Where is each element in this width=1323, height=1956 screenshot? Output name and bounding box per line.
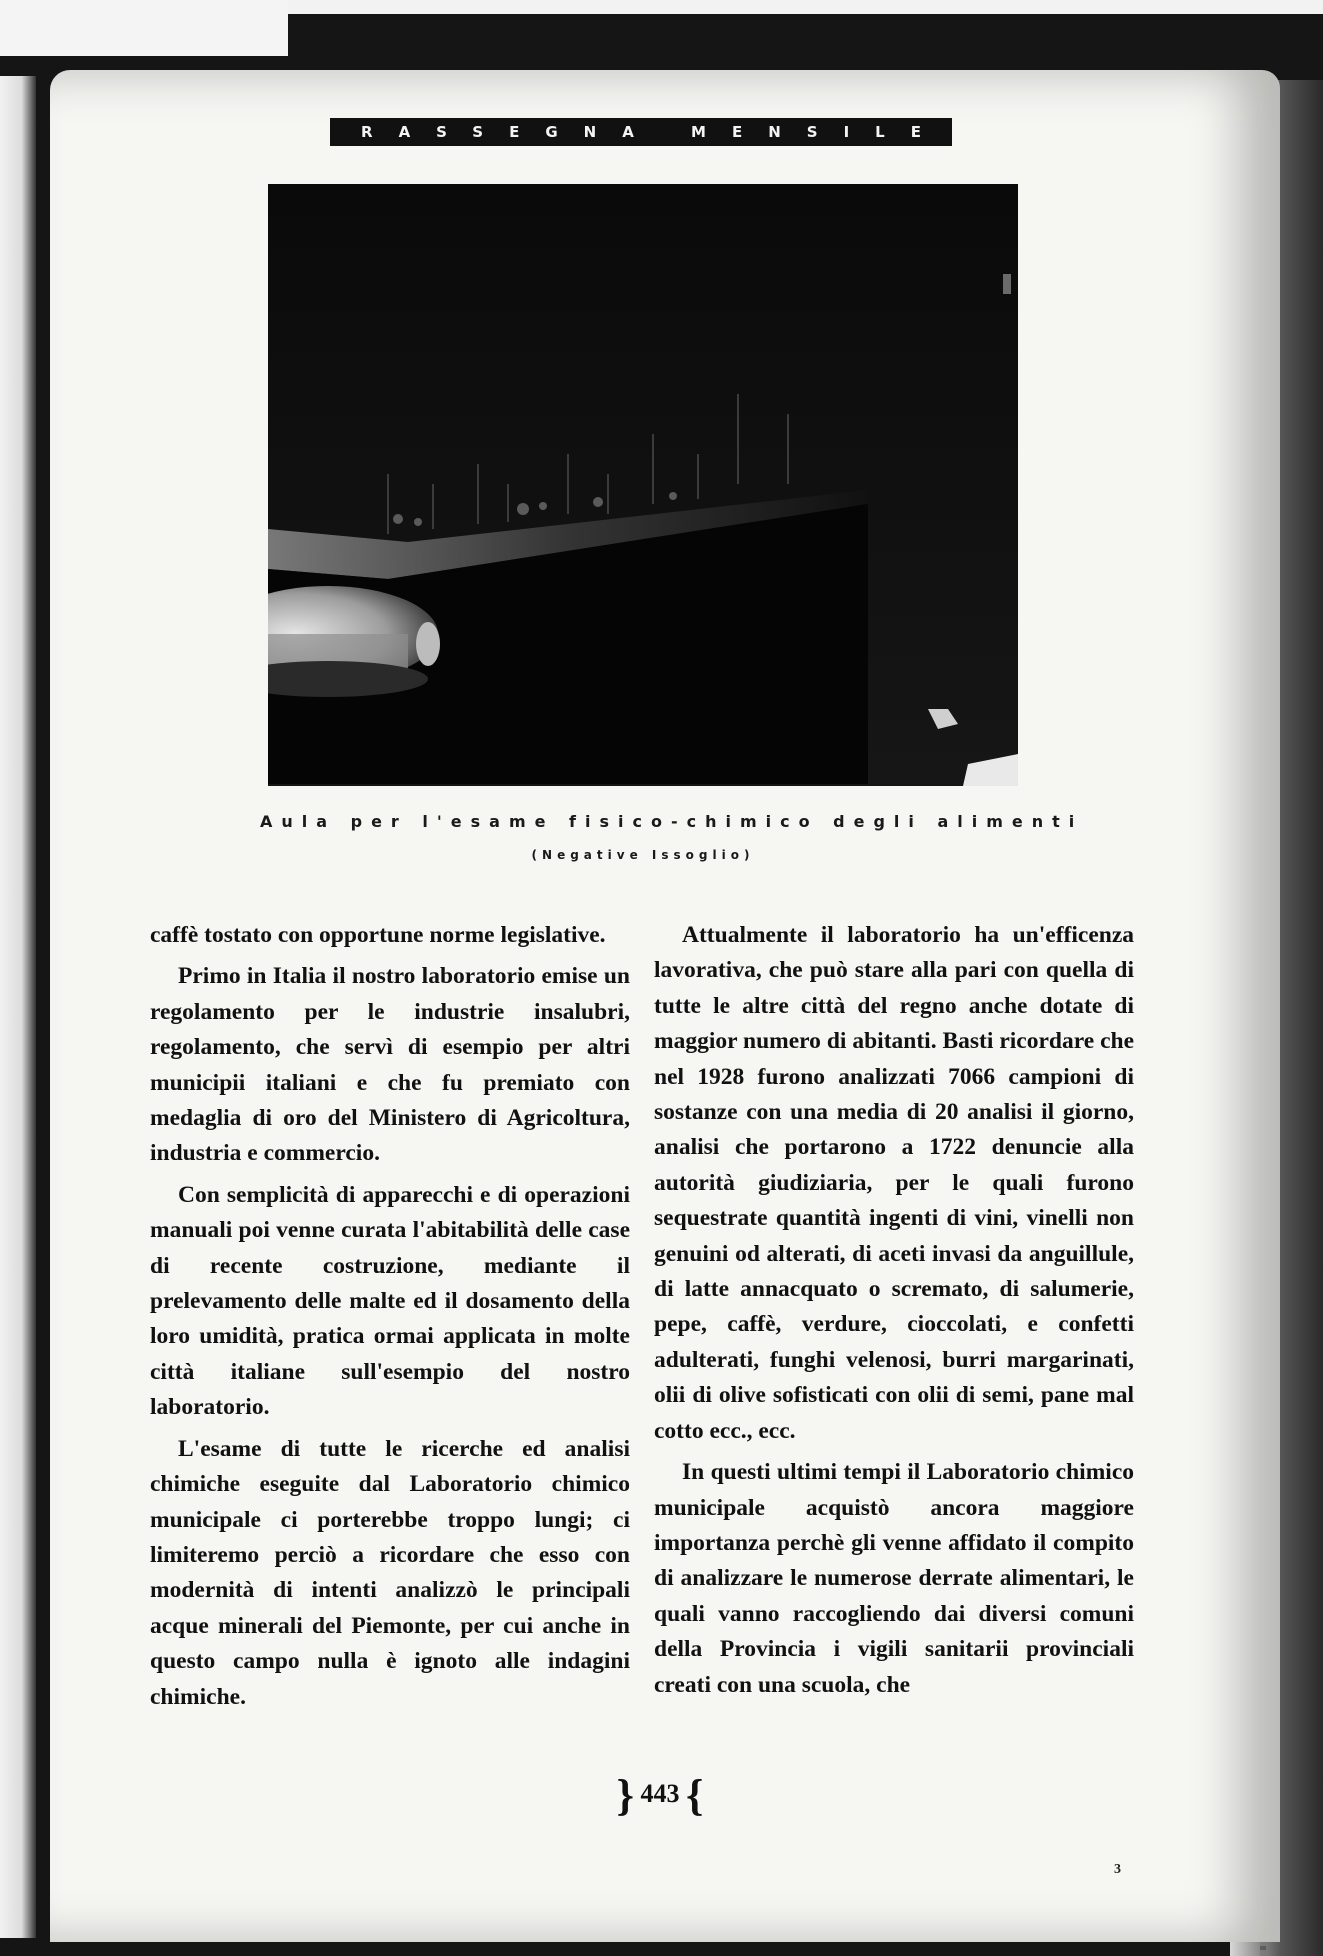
paragraph: caffè tostato con opportune norme legislative. (150, 922, 606, 948)
paragraph: Con semplicità di apparecchi e di operazioni manuali poi venne curata l'abitabilità delle case di recente costruzione, mediante il prelevamento delle malte ed il dosamento della loro umidità, pratica ormai applicata in molte città italiane sull'esempio del nostro laboratorio. (150, 1181, 630, 1421)
paragraph: Attualmente il laboratorio ha un'efficenza lavorativa, che può stare alla pari con quella di tutte le altre città del regno anche dotate di maggior numero di abitanti. Basti ricordare che nel 1928 furono analizzati 7066 campioni di sostanze con una media di 20 analisi il giorno, analisi che portarono a 1722 denuncie alla autorità giudiziaria, per le quali furono sequestrate quantità ingenti di vini, vinelli non genuini od alterati, di aceti invasi da anguillule, di latte annacquato o scremato, di salumerie, pepe, caffè, verdure, cioccolati, e confetti adulterati, funghi velenosi, burri margarinati, olii di olive sofisticati con olii di semi, pane mal cotto ecc., ecc. (654, 922, 1134, 1444)
photo-caption: Aula per l'esame fisico-chimico degli alimenti (260, 812, 1084, 831)
page-number (560, 1770, 760, 1821)
right-brace-ornament: { (686, 1771, 704, 1820)
left-text-column (150, 918, 630, 1721)
laboratory-photo-image (268, 184, 1018, 786)
running-header-banner (330, 118, 952, 146)
right-text-column (654, 918, 1134, 1709)
left-brace-ornament: } (616, 1771, 634, 1820)
page-number-value: 443 (640, 1779, 680, 1808)
photo-credit: (Negative Issoglio) (531, 848, 755, 862)
laboratory-photo (268, 184, 1018, 786)
running-header-title: RASSEGNA MENSILE (361, 123, 947, 141)
paragraph: L'esame di tutte le ricerche ed analisi chimiche eseguite dal Laboratorio chimico municipale ci porterebbe troppo lungi; ci limiteremo perciò a ricordare che esso con modernità di intenti analizzò le principali acque minerali del Piemonte, per cui anche in questo campo nulla è ignoto alle indagini chimiche. (150, 1435, 630, 1710)
facing-page-edge (0, 76, 36, 1938)
corner-mark: 3 (1114, 1862, 1121, 1877)
scan-top-left-margin (0, 0, 288, 56)
paragraph: In questi ultimi tempi il Laboratorio chimico municipale acquistò ancora maggiore importanza perchè gli venne affidato il compito di analizzare le numerose derrate alimentari, le quali vanno raccogliendo dai diversi comuni della Provincia i vigili sanitarii provinciali creati con una scuola, che (654, 1459, 1134, 1698)
paragraph: Primo in Italia il nostro laboratorio emise un regolamento per le industrie insalubri, regolamento, che servì di esempio per altri municipii italiani e che fu premiato con medaglia di oro del Ministero di Agricoltura, industria e commercio. (150, 963, 630, 1167)
